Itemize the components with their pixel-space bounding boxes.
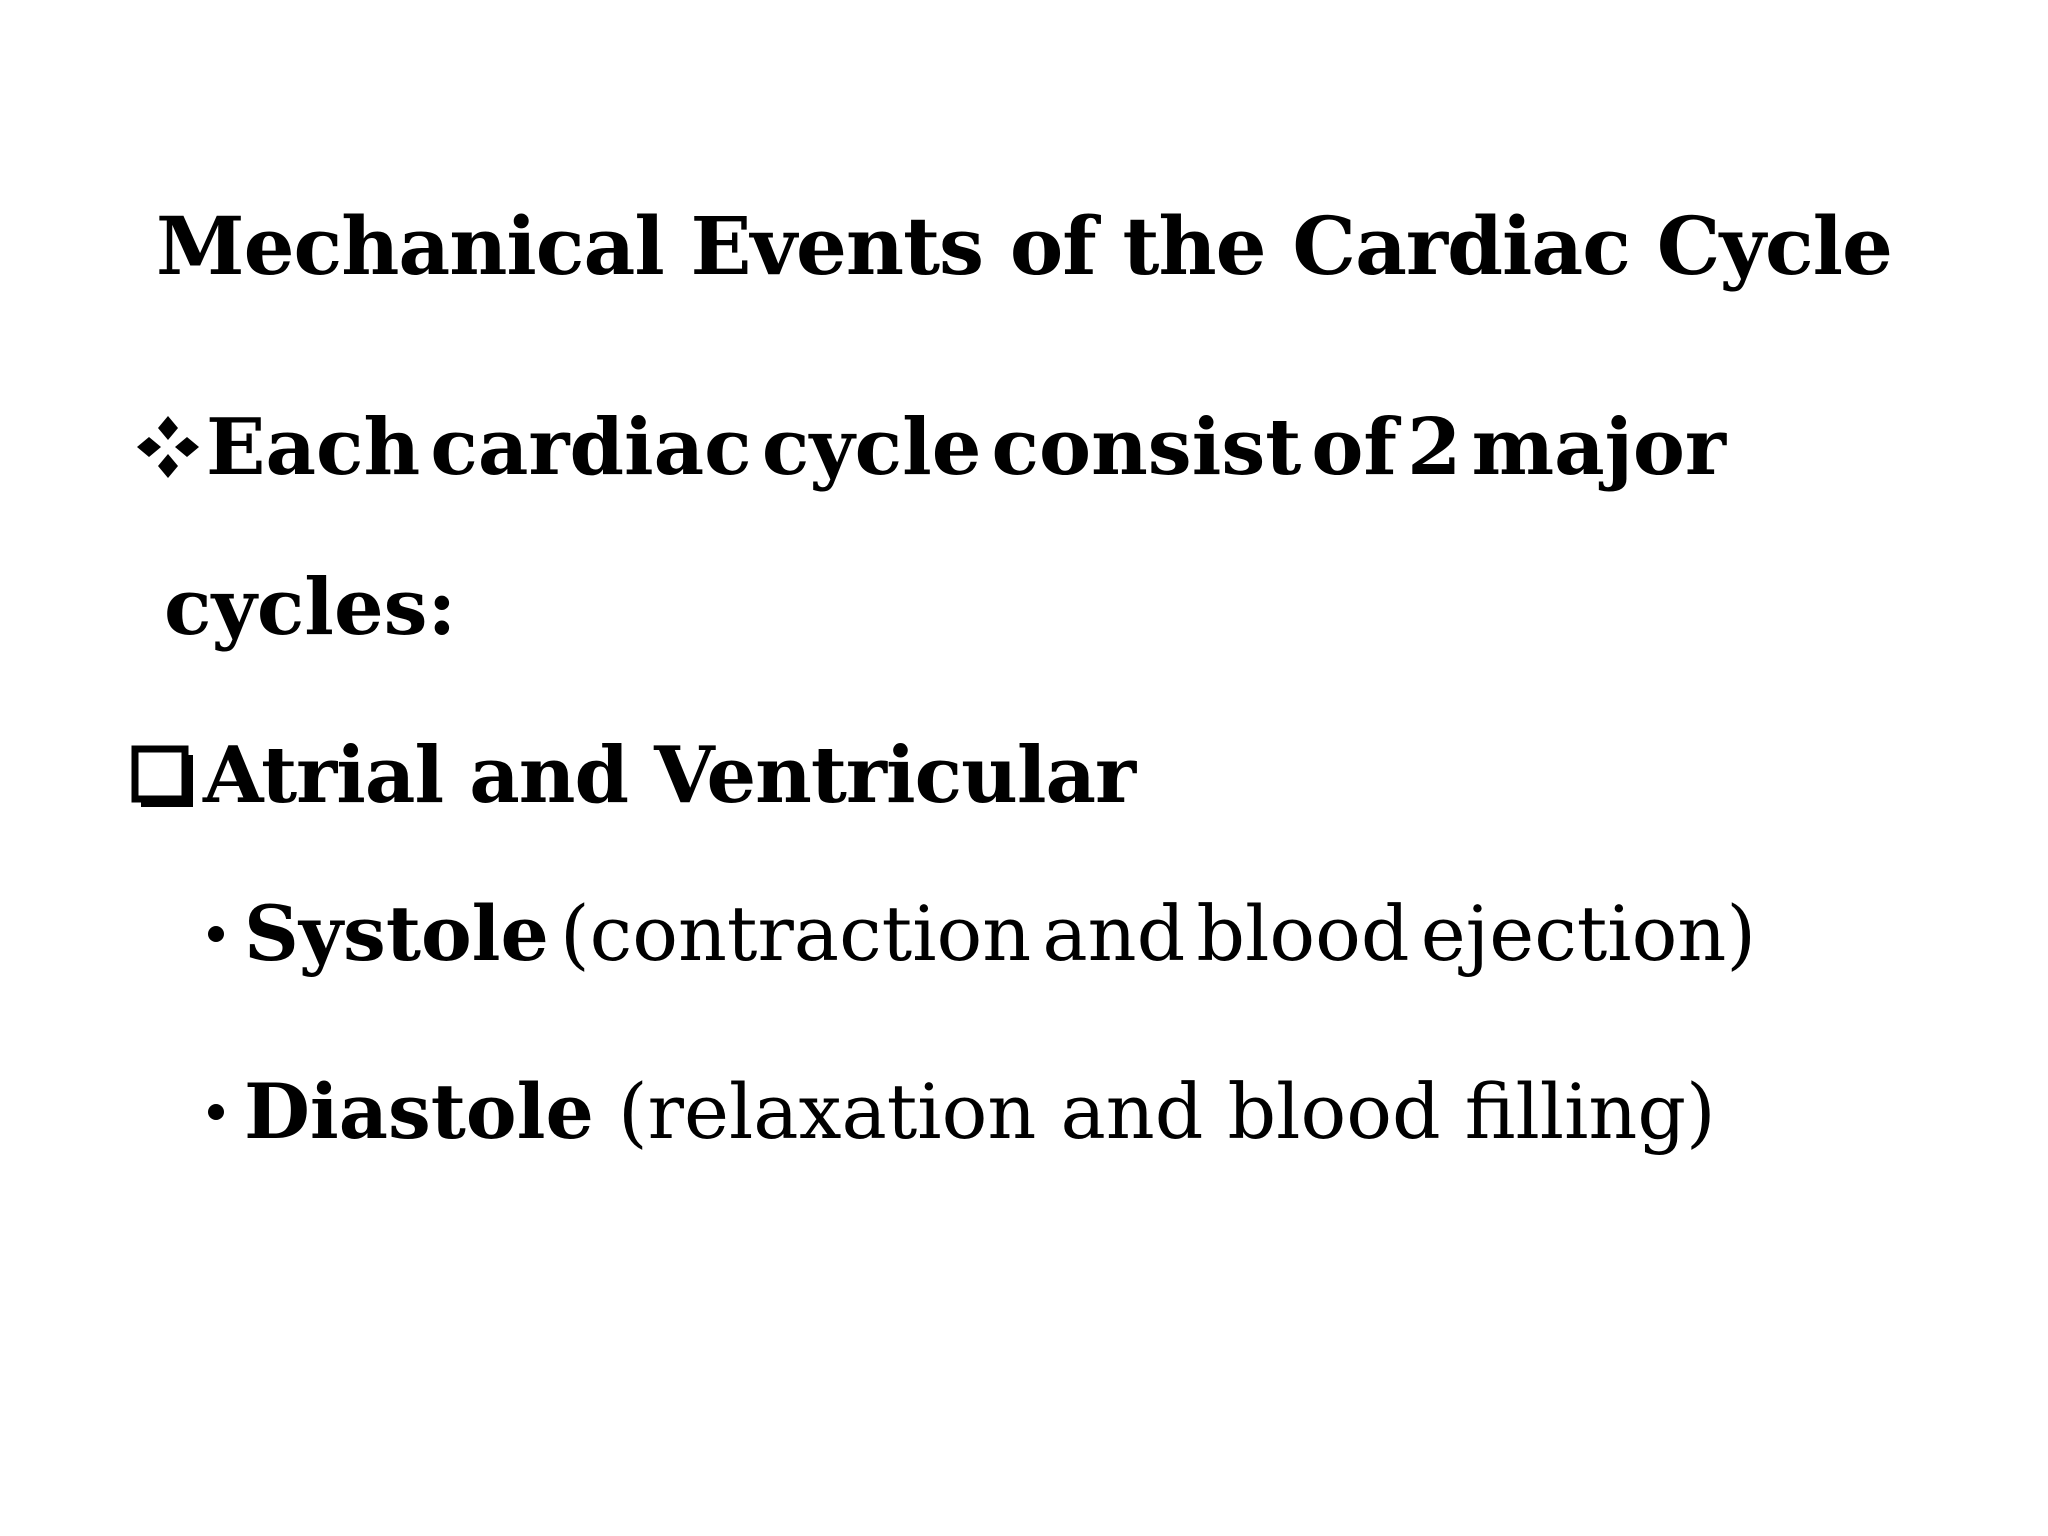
point1-word: major — [1471, 402, 1726, 493]
bullet-dot-icon — [208, 926, 224, 942]
subitem-description-word: (contraction — [560, 889, 1032, 978]
subitem-description: (relaxation and blood filling) — [593, 1067, 1716, 1156]
point1-line1 — [206, 400, 1726, 496]
point2-heading: Atrial and Ventricular — [203, 730, 1136, 821]
point1-word: 2 — [1407, 402, 1462, 493]
point1-word: consist — [991, 402, 1302, 493]
subitem-description-word: blood — [1196, 889, 1410, 978]
subitem-description-word: ejection) — [1420, 889, 1756, 978]
bullet-dot-icon — [208, 1104, 224, 1120]
point1-word: cycle — [761, 402, 982, 493]
subitem-systole — [244, 886, 1756, 982]
subitem-description-word: and — [1042, 889, 1186, 978]
point1-word: cardiac — [430, 402, 752, 493]
subitem-diastole — [244, 1064, 1716, 1160]
slide-title: Mechanical Events of the Cardiac Cycle — [156, 199, 1892, 293]
diamond-quad-bullet-icon — [131, 410, 205, 484]
subitem-term: Systole — [244, 889, 549, 978]
point1-line2: cycles: — [164, 562, 457, 653]
point1-word: of — [1311, 402, 1397, 493]
point1-word: Each — [206, 402, 421, 493]
subitem-term: Diastole — [244, 1067, 594, 1156]
square-bullet-icon — [131, 745, 197, 811]
